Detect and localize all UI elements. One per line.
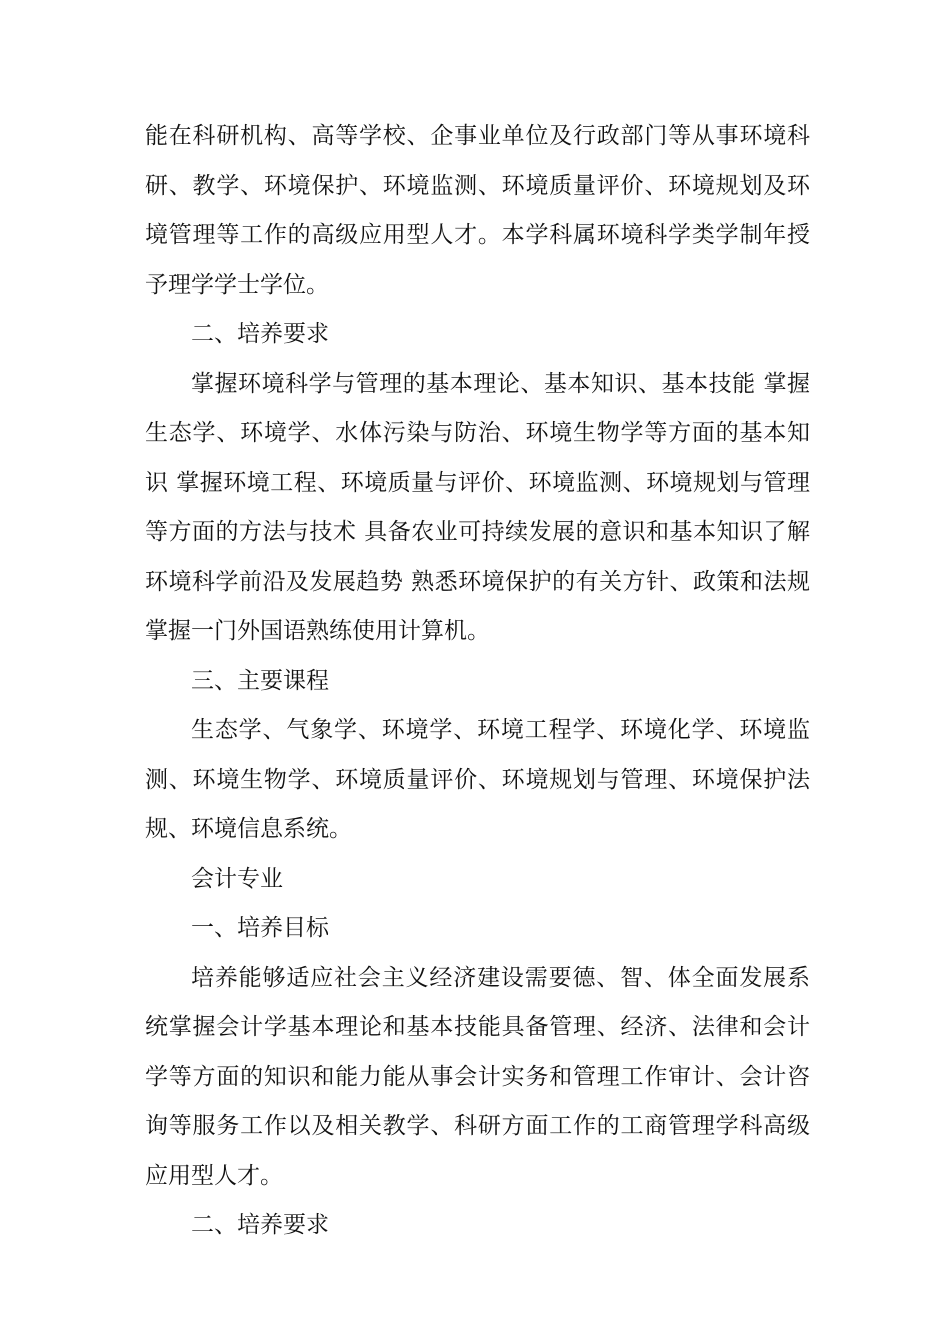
section-heading-training-requirements: 二、培养要求 — [191, 321, 329, 347]
paragraph-main-courses: 生态学、气象学、环境学、环境工程学、环境化学、环境监测、环境生物学、环境质量评价、环境规划与管理、环境保护法规、环境信息系统。 — [145, 717, 810, 842]
section-heading-training-goal: 一、培养目标 — [191, 915, 329, 941]
paragraph-training-requirements: 掌握环境科学与管理的基本理论、基本知识、基本技能 掌握生态学、环境学、水体污染与防治、环境生物学等方面的基本知识 掌握环境工程、环境质量与评价、环境监测、环境规划与管理等方面的方法与技术 具备农业可持续发展的意识和基本知识了解环境科学前沿及发展趋势 熟悉环境保护的有关方针、政策和法规 掌握一门外国语熟练使用计算机。 — [145, 370, 810, 644]
paragraph-continued-intro: 能在科研机构、高等学校、企事业单位及行政部门等从事环境科研、教学、环境保护、环境监测、环境质量评价、环境规划及环境管理等工作的高级应用型人才。本学科属环境科学类学制年授予理学学士学位。 — [145, 123, 810, 298]
major-title-accounting: 会计专业 — [191, 865, 283, 892]
paragraph-training-goal: 培养能够适应社会主义经济建设需要德、智、体全面发展系统掌握会计学基本理论和基本技能具备管理、经济、法律和会计学等方面的知识和能力能从事会计实务和管理工作审计、会计咨询等服务工作以及相关教学、科研方面工作的工商管理学科高级应用型人才。 — [145, 964, 810, 1189]
section-heading-training-requirements-2: 二、培养要求 — [191, 1212, 329, 1238]
section-heading-main-courses: 三、主要课程 — [191, 667, 329, 694]
document-body — [145, 112, 810, 1251]
